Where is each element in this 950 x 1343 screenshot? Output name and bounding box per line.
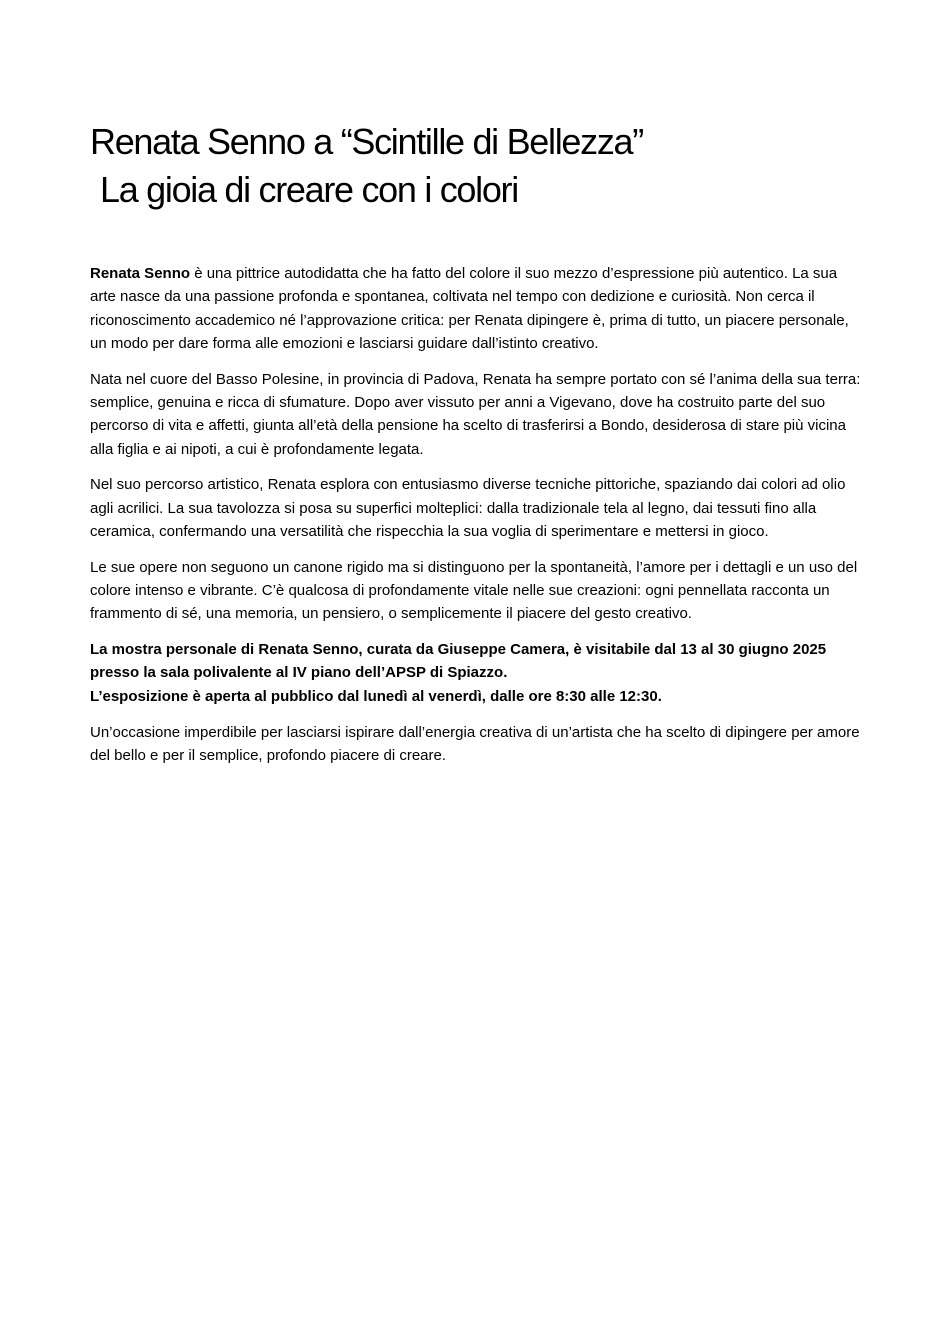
style-paragraph: Le sue opere non seguono un canone rigido ma si distinguono per la spontaneità, l’amore per i dettagli e un uso del colore intenso e vibrante. C’è qualcosa di profondamente vitale nelle sue creazioni: ogni pennellata racconta un frammento di sé, una memoria, un pensiero, o semplicemente il piacere del gesto creativo. <box>90 558 858 623</box>
exhibition-info <box>90 638 862 708</box>
intro-text: è una pittrice autodidatta che ha fatto del colore il suo mezzo d’espressione più autentico. La sua arte nasce da una passione profonda e spontanea, coltivata nel tempo con dedizione e curiosità. Non cerca il riconoscimento accademico né l’approvazione critica: per Renata dipingere è, prima di tutto, un piacere personale, un modo per dare forma alle emozioni e lasciarsi guidare dall’istinto creativo. <box>90 265 849 352</box>
artist-name: Renata Senno <box>90 265 191 282</box>
article-body <box>90 262 862 780</box>
page-title: Renata Senno a “Scintille di Bellezza” <box>90 121 643 162</box>
intro-paragraph <box>90 262 862 355</box>
techniques-paragraph: Nel suo percorso artistico, Renata esplora con entusiasmo diverse tecniche pittoriche, spaziando dai colori ad olio agli acrilici. La sua tavolozza si posa su superfici molteplici: dalla tradizionale tela al legno, dai tessuti fino alla ceramica, confermando una versatilità che rispecchia la sua voglia di sperimentare e mettersi in gioco. <box>90 476 846 540</box>
closing-paragraph: Un’occasione imperdibile per lasciarsi ispirare dall’energia creativa di un’artista che ha scelto di dipingere per amore del bello e per il semplice, profondo piacere di creare. <box>90 723 860 764</box>
page-subtitle: La gioia di creare con i colori <box>100 169 518 210</box>
exhibition-dates-location: La mostra personale di Renata Senno, curata da Giuseppe Camera, è visitabile dal 13 al 30 giugno 2025 presso la sala polivalente al IV piano dell’APSP di Spiazzo. <box>90 641 827 682</box>
exhibition-hours: L’esposizione è aperta al pubblico dal lunedì al venerdì, dalle ore 8:30 alle 12:30. <box>90 687 662 705</box>
biography-paragraph: Nata nel cuore del Basso Polesine, in provincia di Padova, Renata ha sempre portato con sé l’anima della sua terra: semplice, genuina e ricca di sfumature. Dopo aver vissuto per anni a Vigevano, dove ha costruito parte del suo percorso di vita e affetti, giunta all’età della pensione ha scelto di trasferirsi a Bondo, desiderosa di stare più vicina alla figlia e ai nipoti, a cui è profondamente legata. <box>90 370 861 458</box>
title-block <box>90 118 870 214</box>
